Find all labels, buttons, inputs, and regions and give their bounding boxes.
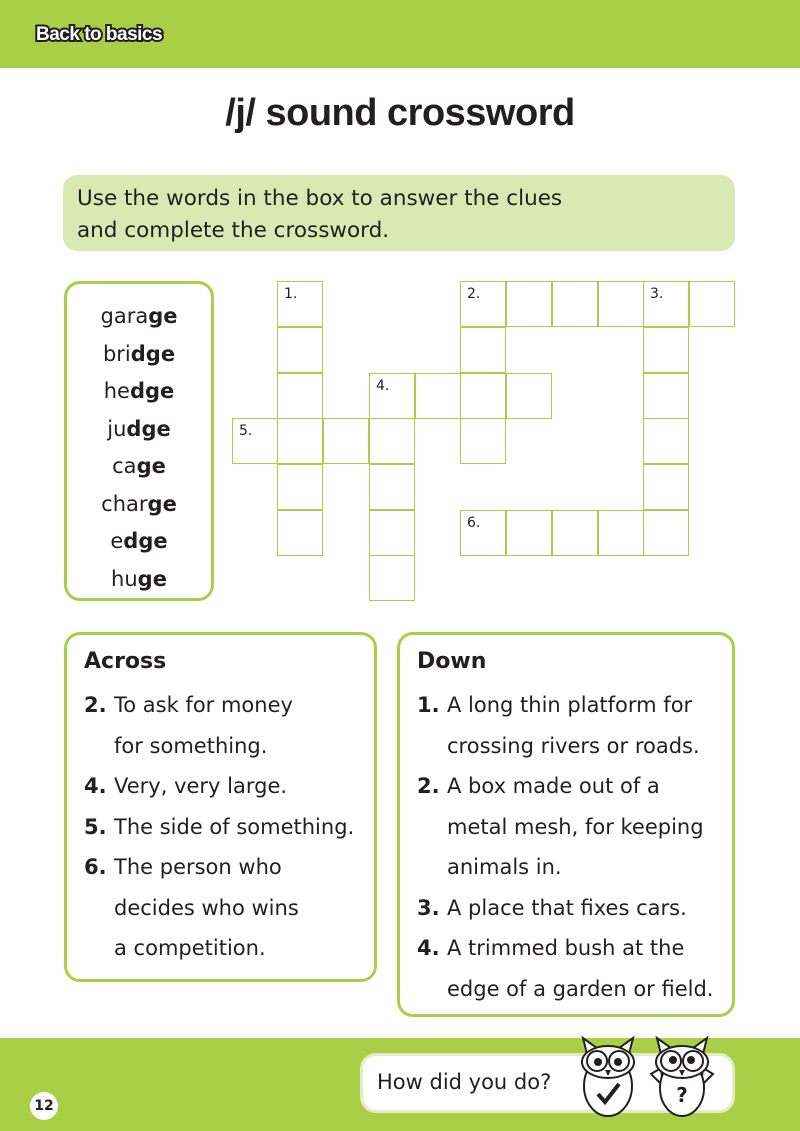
crossword-cell[interactable] — [598, 510, 644, 556]
word-list — [67, 284, 211, 598]
word-ending: ge — [147, 491, 177, 516]
word-list-item — [67, 486, 211, 524]
crossword-cell[interactable] — [369, 510, 415, 556]
crossword-cell[interactable] — [369, 373, 415, 419]
clue-text: To ask for money — [114, 693, 293, 717]
crossword-cell[interactable] — [506, 281, 552, 327]
clue-text: The side of something. — [114, 814, 355, 839]
word-list-item — [67, 448, 211, 486]
clue-number: 6. — [84, 855, 107, 879]
crossword-clue-number: 5. — [239, 423, 253, 439]
word-stem: e — [110, 529, 124, 553]
word-box — [64, 281, 214, 601]
clue-text: A place that fixes cars. — [447, 895, 687, 920]
crossword-cell[interactable] — [598, 281, 644, 327]
word-ending: dge — [126, 416, 171, 441]
crossword-cell[interactable] — [277, 510, 323, 556]
word-list-item — [67, 561, 211, 599]
word-list-item — [67, 373, 211, 411]
crossword-cell[interactable] — [460, 510, 506, 556]
clue-text: Very, very large. — [114, 774, 288, 798]
clue-number: 3. — [417, 895, 440, 920]
crossword-cell[interactable] — [369, 418, 415, 464]
down-heading: Down — [417, 649, 487, 674]
instructions-box — [63, 175, 735, 251]
crossword-cell[interactable] — [277, 373, 323, 419]
section-tag: Back to basics — [36, 24, 163, 45]
crossword-cell[interactable] — [369, 555, 415, 601]
across-heading: Across — [84, 649, 167, 674]
down-clues-box — [397, 632, 735, 1017]
crossword-clue-number: 1. — [284, 286, 298, 302]
clue-number: 1. — [417, 693, 440, 717]
word-ending: ge — [136, 454, 166, 478]
across-clue — [84, 685, 354, 766]
owl-question-icon[interactable] — [647, 1034, 717, 1120]
clue-text: animals in. — [447, 855, 562, 879]
word-list-item — [67, 298, 211, 336]
clue-text: A trimmed bush at the — [447, 936, 685, 960]
down-clue — [417, 685, 713, 766]
clue-text: The person who — [114, 855, 282, 879]
owl-tick-icon[interactable] — [577, 1034, 639, 1120]
crossword-cell[interactable] — [460, 327, 506, 373]
down-clue — [417, 928, 713, 1009]
word-list-item — [67, 336, 211, 374]
crossword-cell[interactable] — [460, 373, 506, 419]
instructions-line-1: Use the words in the box to answer the clues — [77, 186, 563, 211]
crossword-clue-number: 3. — [650, 286, 664, 302]
crossword-cell[interactable] — [232, 418, 278, 464]
clue-text: metal mesh, for keeping — [447, 814, 704, 839]
crossword-clue-number: 6. — [467, 515, 481, 531]
word-ending: ge — [148, 304, 178, 328]
word-list-item — [67, 411, 211, 449]
crossword-cell[interactable] — [323, 418, 369, 464]
clue-number: 4. — [84, 774, 107, 798]
svg-text:?: ? — [676, 1083, 688, 1107]
crossword-cell[interactable] — [552, 510, 598, 556]
down-clue — [417, 766, 713, 888]
crossword-cell[interactable] — [277, 327, 323, 373]
crossword-cell[interactable] — [415, 373, 461, 419]
word-stem: he — [103, 379, 130, 403]
crossword-cell[interactable] — [277, 464, 323, 510]
clue-number: 5. — [84, 814, 107, 839]
word-ending: dge — [130, 341, 176, 366]
word-ending: dge — [123, 529, 168, 553]
self-assessment-box — [360, 1053, 735, 1113]
word-stem: ju — [107, 416, 127, 441]
down-clue-list — [417, 685, 713, 1009]
self-assessment-prompt: How did you do? — [377, 1070, 552, 1094]
word-list-item — [67, 523, 211, 561]
crossword-cell[interactable] — [460, 418, 506, 464]
crossword-cell[interactable] — [643, 373, 689, 419]
word-stem: bri — [102, 341, 131, 366]
crossword-cell[interactable] — [460, 281, 506, 327]
clue-text: A long thin platform for — [447, 693, 693, 717]
across-clue — [84, 807, 354, 848]
crossword-cell[interactable] — [277, 418, 323, 464]
word-stem: gara — [100, 304, 149, 328]
clue-text: crossing rivers or roads. — [447, 733, 700, 758]
across-clue — [84, 847, 354, 969]
word-stem: hu — [111, 566, 138, 591]
crossword-cell[interactable] — [643, 510, 689, 556]
page-number: 12 — [30, 1092, 58, 1120]
crossword-cell[interactable] — [506, 510, 552, 556]
crossword-clue-number: 4. — [376, 378, 390, 394]
crossword-cell[interactable] — [643, 281, 689, 327]
clue-number: 2. — [417, 774, 440, 798]
crossword-cell[interactable] — [643, 327, 689, 373]
clue-number: 2. — [84, 693, 107, 717]
crossword-cell[interactable] — [552, 281, 598, 327]
clue-number: 4. — [417, 936, 440, 960]
down-clue — [417, 888, 713, 929]
crossword-clue-number: 2. — [467, 286, 481, 302]
word-stem: char — [101, 491, 148, 516]
crossword-cell[interactable] — [506, 373, 552, 419]
across-clues-box — [64, 632, 377, 982]
across-clue-list — [84, 685, 354, 969]
crossword-cell[interactable] — [689, 281, 735, 327]
clue-text: decides who wins — [114, 895, 299, 920]
page-title: /j/ sound crossword — [225, 92, 575, 134]
across-clue — [84, 766, 354, 807]
crossword-cell[interactable] — [643, 418, 689, 464]
word-ending: ge — [137, 566, 167, 591]
clue-text: for something. — [114, 733, 268, 758]
crossword-cell[interactable] — [369, 464, 415, 510]
crossword-cell[interactable] — [643, 464, 689, 510]
clue-text: edge of a garden or field. — [447, 976, 714, 1001]
crossword-cell[interactable] — [277, 281, 323, 327]
clue-text: a competition. — [114, 936, 266, 960]
word-stem: ca — [112, 454, 137, 478]
clue-text: A box made out of a — [447, 774, 660, 798]
word-ending: dge — [129, 379, 175, 403]
instructions-line-2: and complete the crossword. — [77, 218, 390, 243]
